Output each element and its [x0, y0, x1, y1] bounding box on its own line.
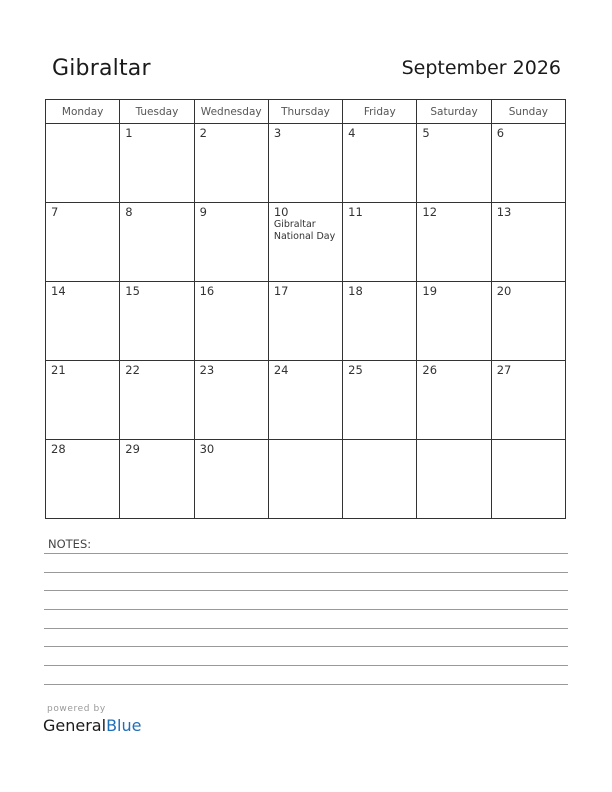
week-row	[46, 124, 566, 203]
notes-label: NOTES:	[48, 537, 92, 551]
weekday-monday: Monday	[46, 100, 120, 124]
day-number: 29	[125, 442, 140, 456]
day-cell	[194, 124, 268, 203]
day-cell	[46, 282, 120, 361]
day-cell	[343, 124, 417, 203]
week-row	[46, 282, 566, 361]
notes-line	[44, 572, 568, 573]
day-cell	[120, 203, 194, 282]
day-cell	[46, 440, 120, 519]
day-number: 4	[348, 126, 356, 140]
notes-line	[44, 665, 568, 666]
brand-logo-general: General	[43, 716, 107, 735]
day-cell	[120, 124, 194, 203]
day-number: 24	[273, 363, 289, 377]
day-cell	[194, 203, 268, 282]
day-number: 14	[51, 284, 66, 298]
day-cell	[417, 440, 491, 519]
day-number: 5	[422, 126, 430, 140]
day-number: 30	[199, 442, 215, 456]
calendar-grid	[45, 99, 566, 519]
day-number: 26	[422, 363, 438, 377]
day-cell	[491, 361, 565, 440]
page-title: Gibraltar	[52, 56, 151, 81]
day-number: 22	[125, 363, 140, 377]
weekday-sunday: Sunday	[491, 100, 565, 124]
day-number: 9	[199, 205, 207, 219]
day-cell	[417, 282, 491, 361]
day-cell	[343, 203, 417, 282]
day-cell	[194, 282, 268, 361]
day-cell	[268, 203, 342, 282]
day-cell	[417, 124, 491, 203]
day-cell	[120, 361, 194, 440]
day-number: 7	[51, 205, 59, 219]
day-cell	[268, 361, 342, 440]
day-number: 13	[496, 205, 512, 219]
day-cell	[343, 440, 417, 519]
powered-by-text: powered by	[47, 704, 106, 714]
day-cell	[46, 361, 120, 440]
day-cell	[343, 282, 417, 361]
weekday-saturday: Saturday	[417, 100, 491, 124]
day-number: 28	[51, 442, 66, 456]
day-number: 23	[199, 363, 215, 377]
day-number: 8	[125, 205, 133, 219]
day-number: 16	[199, 284, 215, 298]
day-number: 21	[51, 363, 66, 377]
day-cell	[120, 282, 194, 361]
day-number: 1	[125, 126, 133, 140]
day-cell	[268, 440, 342, 519]
weekday-thursday: Thursday	[268, 100, 342, 124]
day-cell	[491, 282, 565, 361]
brand-logo	[43, 716, 141, 735]
day-cell	[268, 124, 342, 203]
weekday-wednesday: Wednesday	[194, 100, 268, 124]
day-number: 3	[273, 126, 282, 140]
day-number: 27	[496, 363, 512, 377]
weekday-tuesday: Tuesday	[120, 100, 194, 124]
day-number: 15	[125, 284, 140, 298]
day-number: 11	[348, 205, 363, 219]
day-number: 25	[348, 363, 363, 377]
day-number: 17	[273, 284, 289, 298]
day-cell	[417, 361, 491, 440]
weekday-header-row	[46, 100, 566, 124]
day-cell	[417, 203, 491, 282]
day-cell	[491, 203, 565, 282]
day-cell	[194, 361, 268, 440]
day-number: 18	[348, 284, 363, 298]
day-cell	[268, 282, 342, 361]
week-row	[46, 440, 566, 519]
notes-line	[44, 646, 568, 647]
notes-line	[44, 609, 568, 610]
day-number: 2	[199, 126, 207, 140]
day-number: 19	[422, 284, 438, 298]
notes-line	[44, 628, 568, 629]
day-cell	[46, 124, 120, 203]
holiday-label: Gibraltar National Day	[273, 219, 336, 242]
day-cell	[491, 124, 565, 203]
day-cell	[120, 440, 194, 519]
day-number: 12	[422, 205, 438, 219]
day-number: 6	[496, 126, 505, 140]
month-label: September 2026	[401, 57, 561, 79]
day-cell	[491, 440, 565, 519]
brand-logo-blue: Blue	[106, 716, 142, 735]
day-number: 20	[496, 284, 512, 298]
day-cell	[46, 203, 120, 282]
week-row	[46, 361, 566, 440]
notes-line	[44, 590, 568, 591]
day-cell	[343, 361, 417, 440]
day-cell	[194, 440, 268, 519]
notes-line	[44, 684, 568, 685]
weekday-friday: Friday	[343, 100, 417, 124]
week-row	[46, 203, 566, 282]
notes-line	[44, 553, 568, 554]
day-number: 10	[273, 205, 289, 219]
